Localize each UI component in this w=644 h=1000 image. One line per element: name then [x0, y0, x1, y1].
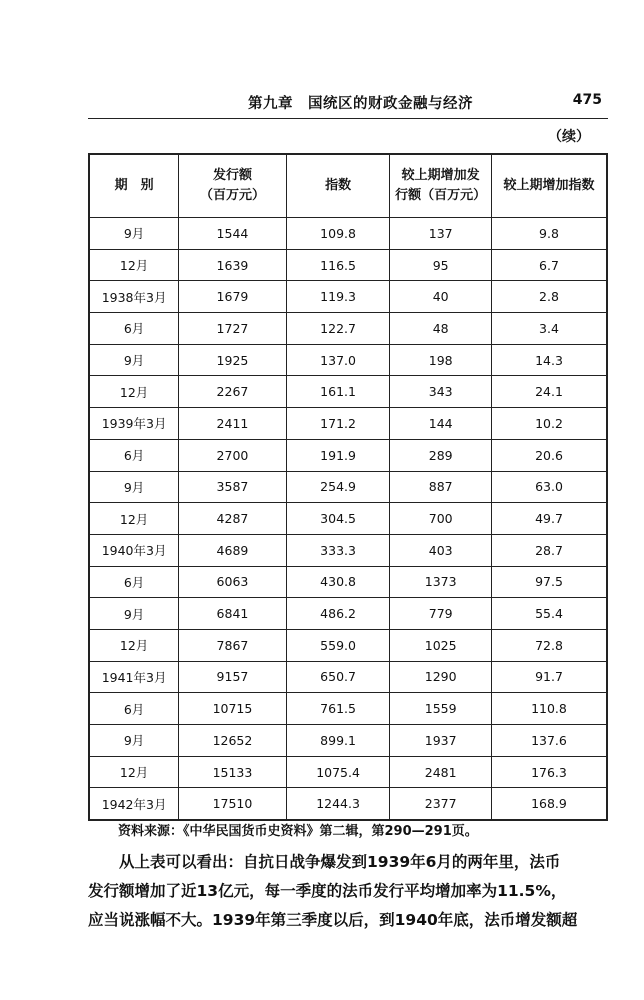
cell-issuance-increase: 48 — [390, 313, 492, 345]
cell-index: 137.0 — [286, 344, 390, 376]
cell-issuance-increase: 2377 — [390, 788, 492, 820]
table-body — [89, 218, 607, 821]
cell-index: 1244.3 — [286, 788, 390, 820]
cell-period: 6月 — [89, 313, 179, 345]
header-line: 期 别 — [114, 178, 154, 193]
cell-period: 12月 — [89, 376, 179, 408]
table-row — [89, 566, 607, 598]
cell-index-increase: 91.7 — [491, 661, 607, 693]
cell-index: 171.2 — [286, 408, 390, 440]
cell-period: 9月 — [89, 598, 179, 630]
cell-issuance-increase: 1290 — [390, 661, 492, 693]
continued-label: （续） — [548, 129, 590, 145]
cell-index: 899.1 — [286, 725, 390, 757]
cell-period: 6月 — [89, 693, 179, 725]
table-row — [89, 471, 607, 503]
header-line: （百万元） — [199, 188, 265, 203]
cell-index: 761.5 — [286, 693, 390, 725]
cell-index: 191.9 — [286, 439, 390, 471]
table-row — [89, 725, 607, 757]
cell-index-increase: 24.1 — [491, 376, 607, 408]
cell-period: 12月 — [89, 503, 179, 535]
cell-issuance-amount: 15133 — [179, 756, 287, 788]
table-row — [89, 788, 607, 820]
cell-index: 1075.4 — [286, 756, 390, 788]
cell-issuance-increase: 95 — [390, 249, 492, 281]
header-issuance-increase — [390, 154, 492, 218]
table-row — [89, 534, 607, 566]
cell-issuance-amount: 2411 — [179, 408, 287, 440]
header-issuance-amount — [179, 154, 287, 218]
cell-index-increase: 137.6 — [491, 725, 607, 757]
table-header-row — [89, 154, 607, 218]
header-index — [286, 154, 390, 218]
table-row — [89, 249, 607, 281]
cell-issuance-amount: 1639 — [179, 249, 287, 281]
cell-issuance-increase: 144 — [390, 408, 492, 440]
cell-issuance-amount: 17510 — [179, 788, 287, 820]
header-line: 较上期增加发 — [401, 168, 480, 183]
cell-period: 1942年3月 — [89, 788, 179, 820]
cell-period: 12月 — [89, 629, 179, 661]
cell-issuance-increase: 1937 — [390, 725, 492, 757]
cell-issuance-amount: 4689 — [179, 534, 287, 566]
cell-index-increase: 55.4 — [491, 598, 607, 630]
cell-issuance-amount: 1544 — [179, 218, 287, 250]
cell-period: 6月 — [89, 439, 179, 471]
cell-index-increase: 28.7 — [491, 534, 607, 566]
cell-index-increase: 14.3 — [491, 344, 607, 376]
cell-issuance-amount: 6841 — [179, 598, 287, 630]
cell-issuance-increase: 198 — [390, 344, 492, 376]
cell-period: 1938年3月 — [89, 281, 179, 313]
cell-period: 1939年3月 — [89, 408, 179, 440]
cell-issuance-amount: 10715 — [179, 693, 287, 725]
cell-issuance-increase: 1025 — [390, 629, 492, 661]
cell-index: 430.8 — [286, 566, 390, 598]
cell-issuance-amount: 1925 — [179, 344, 287, 376]
cell-index: 119.3 — [286, 281, 390, 313]
cell-issuance-amount: 4287 — [179, 503, 287, 535]
header-period — [89, 154, 179, 218]
cell-issuance-increase: 40 — [390, 281, 492, 313]
paragraph-line: 发行额增加了近13亿元，每一季度的法币发行平均增加率为11.5%， — [88, 882, 567, 900]
cell-issuance-increase: 2481 — [390, 756, 492, 788]
header-line: 指数 — [325, 178, 352, 193]
table-row — [89, 313, 607, 345]
cell-issuance-amount: 1727 — [179, 313, 287, 345]
cell-index-increase: 10.2 — [491, 408, 607, 440]
cell-issuance-increase: 289 — [390, 439, 492, 471]
cell-index: 559.0 — [286, 629, 390, 661]
cell-index-increase: 72.8 — [491, 629, 607, 661]
cell-issuance-increase: 1373 — [390, 566, 492, 598]
cell-index-increase: 176.3 — [491, 756, 607, 788]
cell-issuance-amount: 1679 — [179, 281, 287, 313]
table-row — [89, 598, 607, 630]
currency-issuance-table — [88, 153, 608, 821]
table-row — [89, 281, 607, 313]
cell-period: 12月 — [89, 756, 179, 788]
cell-issuance-amount: 12652 — [179, 725, 287, 757]
table-row — [89, 756, 607, 788]
table-row — [89, 439, 607, 471]
table-row — [89, 408, 607, 440]
cell-index-increase: 97.5 — [491, 566, 607, 598]
cell-issuance-increase: 403 — [390, 534, 492, 566]
cell-index-increase: 2.8 — [491, 281, 607, 313]
table-row — [89, 661, 607, 693]
cell-index: 333.3 — [286, 534, 390, 566]
cell-issuance-amount: 7867 — [179, 629, 287, 661]
cell-period: 12月 — [89, 249, 179, 281]
header-line: 发行额 — [212, 168, 252, 183]
cell-index: 650.7 — [286, 661, 390, 693]
cell-period: 1941年3月 — [89, 661, 179, 693]
cell-period: 9月 — [89, 344, 179, 376]
cell-index: 254.9 — [286, 471, 390, 503]
cell-issuance-amount: 2700 — [179, 439, 287, 471]
cell-issuance-increase: 887 — [390, 471, 492, 503]
cell-period: 6月 — [89, 566, 179, 598]
cell-issuance-amount: 3587 — [179, 471, 287, 503]
cell-index-increase: 63.0 — [491, 471, 607, 503]
cell-index: 161.1 — [286, 376, 390, 408]
cell-issuance-amount: 6063 — [179, 566, 287, 598]
cell-index: 116.5 — [286, 249, 390, 281]
cell-issuance-increase: 700 — [390, 503, 492, 535]
table-row — [89, 218, 607, 250]
page-number: 475 — [572, 92, 602, 108]
running-header — [88, 92, 608, 119]
cell-period: 9月 — [89, 725, 179, 757]
cell-index-increase: 20.6 — [491, 439, 607, 471]
table-row — [89, 344, 607, 376]
cell-period: 1940年3月 — [89, 534, 179, 566]
paragraph-line: 应当说涨幅不大。1939年第三季度以后，到1940年底，法币增发额超 — [88, 911, 578, 929]
cell-index: 486.2 — [286, 598, 390, 630]
cell-issuance-amount: 2267 — [179, 376, 287, 408]
table-row — [89, 376, 607, 408]
cell-issuance-amount: 9157 — [179, 661, 287, 693]
cell-issuance-increase: 1559 — [390, 693, 492, 725]
cell-index-increase: 110.8 — [491, 693, 607, 725]
cell-index-increase: 168.9 — [491, 788, 607, 820]
cell-period: 9月 — [89, 218, 179, 250]
source-note: 资料来源：《中华民国货币史资料》第二辑，第290—291页。 — [118, 824, 478, 839]
cell-issuance-increase: 137 — [390, 218, 492, 250]
cell-index: 122.7 — [286, 313, 390, 345]
cell-index-increase: 9.8 — [491, 218, 607, 250]
table-row — [89, 629, 607, 661]
cell-index-increase: 3.4 — [491, 313, 607, 345]
cell-index: 109.8 — [286, 218, 390, 250]
table-row — [89, 503, 607, 535]
header-index-increase — [491, 154, 607, 218]
cell-period: 9月 — [89, 471, 179, 503]
header-line: 行额（百万元） — [395, 188, 487, 203]
chapter-title: 第九章 国统区的财政金融与经济 — [248, 96, 473, 112]
cell-index-increase: 49.7 — [491, 503, 607, 535]
body-paragraph — [88, 848, 608, 935]
cell-issuance-increase: 779 — [390, 598, 492, 630]
paragraph-line: 从上表可以看出：自抗日战争爆发到1939年6月的两年里，法币 — [119, 853, 561, 871]
cell-index-increase: 6.7 — [491, 249, 607, 281]
cell-issuance-increase: 343 — [390, 376, 492, 408]
header-line: 较上期增加指数 — [503, 178, 595, 193]
table-row — [89, 693, 607, 725]
cell-index: 304.5 — [286, 503, 390, 535]
